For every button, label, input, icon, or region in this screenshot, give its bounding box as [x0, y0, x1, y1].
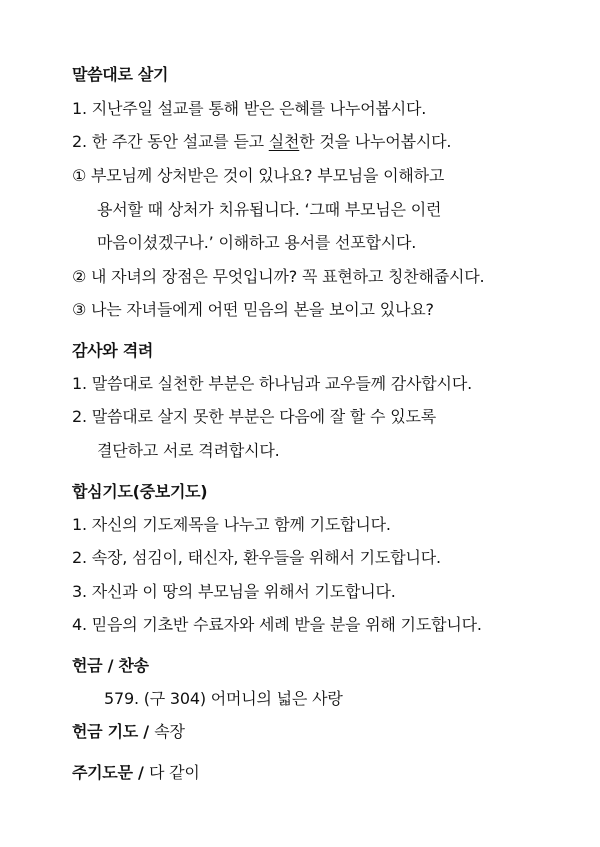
- list-item: [72, 131, 451, 153]
- question-item: ① 부모님께 상처받은 것이 있나요? 부모님을 이해하고: [72, 166, 445, 185]
- lords-prayer-participants: 다 같이: [149, 763, 200, 782]
- question-item-continuation: 용서할 때 상처가 치유됩니다. ‘그때 부모님은 이런: [97, 200, 442, 219]
- section-heading-live-by-word: 말씀대로 살기: [72, 65, 169, 84]
- list-item: 2. 속장, 섬김이, 태신자, 환우들을 위해서 기도합니다.: [72, 548, 441, 567]
- list-item: 2. 말씀대로 살지 못한 부분은 다음에 잘 할 수 있도록: [72, 407, 436, 426]
- separator: /: [132, 763, 150, 782]
- section-heading-offering-hymn: 헌금 / 찬송: [72, 656, 149, 675]
- section-heading-prayer: 합심기도(중보기도): [72, 482, 208, 501]
- underlined-word: 실천: [268, 132, 300, 151]
- separator: /: [137, 722, 155, 741]
- offering-prayer-row: [72, 721, 185, 743]
- list-item: 4. 믿음의 기초반 수료자와 세례 받을 분을 위해 기도합니다.: [72, 615, 482, 634]
- list-item: 1. 자신의 기도제목을 나누고 함께 기도합니다.: [72, 515, 391, 534]
- list-item-text: 2. 한 주간 동안 설교를 듣고: [72, 132, 269, 151]
- section-heading-thanks-encouragement: 감사와 격려: [72, 341, 154, 360]
- list-item-continuation: 결단하고 서로 격려합시다.: [97, 441, 280, 460]
- section-heading-lords-prayer: 주기도문: [72, 763, 133, 782]
- question-item: ② 내 자녀의 장점은 무엇입니까? 꼭 표현하고 칭찬해줍시다.: [72, 267, 485, 286]
- list-item: 1. 지난주일 설교를 통해 받은 은혜를 나누어봅시다.: [72, 99, 427, 118]
- hymn-title: 579. (구 304) 어머니의 넓은 사랑: [104, 689, 343, 708]
- lords-prayer-row: [72, 762, 200, 784]
- offering-prayer-leader: 속장: [154, 722, 185, 741]
- list-item-text: 한 것을 나누어봅시다.: [299, 132, 452, 151]
- section-heading-offering-prayer: 헌금 기도: [72, 722, 138, 741]
- list-item: 1. 말씀대로 실천한 부분은 하나님과 교우들께 감사합시다.: [72, 374, 472, 393]
- question-item: ③ 나는 자녀들에게 어떤 믿음의 본을 보이고 있나요?: [72, 300, 434, 319]
- list-item: 3. 자신과 이 땅의 부모님을 위해서 기도합니다.: [72, 582, 396, 601]
- question-item-continuation: 마음이셨겠구나.’ 이해하고 용서를 선포합시다.: [97, 233, 417, 252]
